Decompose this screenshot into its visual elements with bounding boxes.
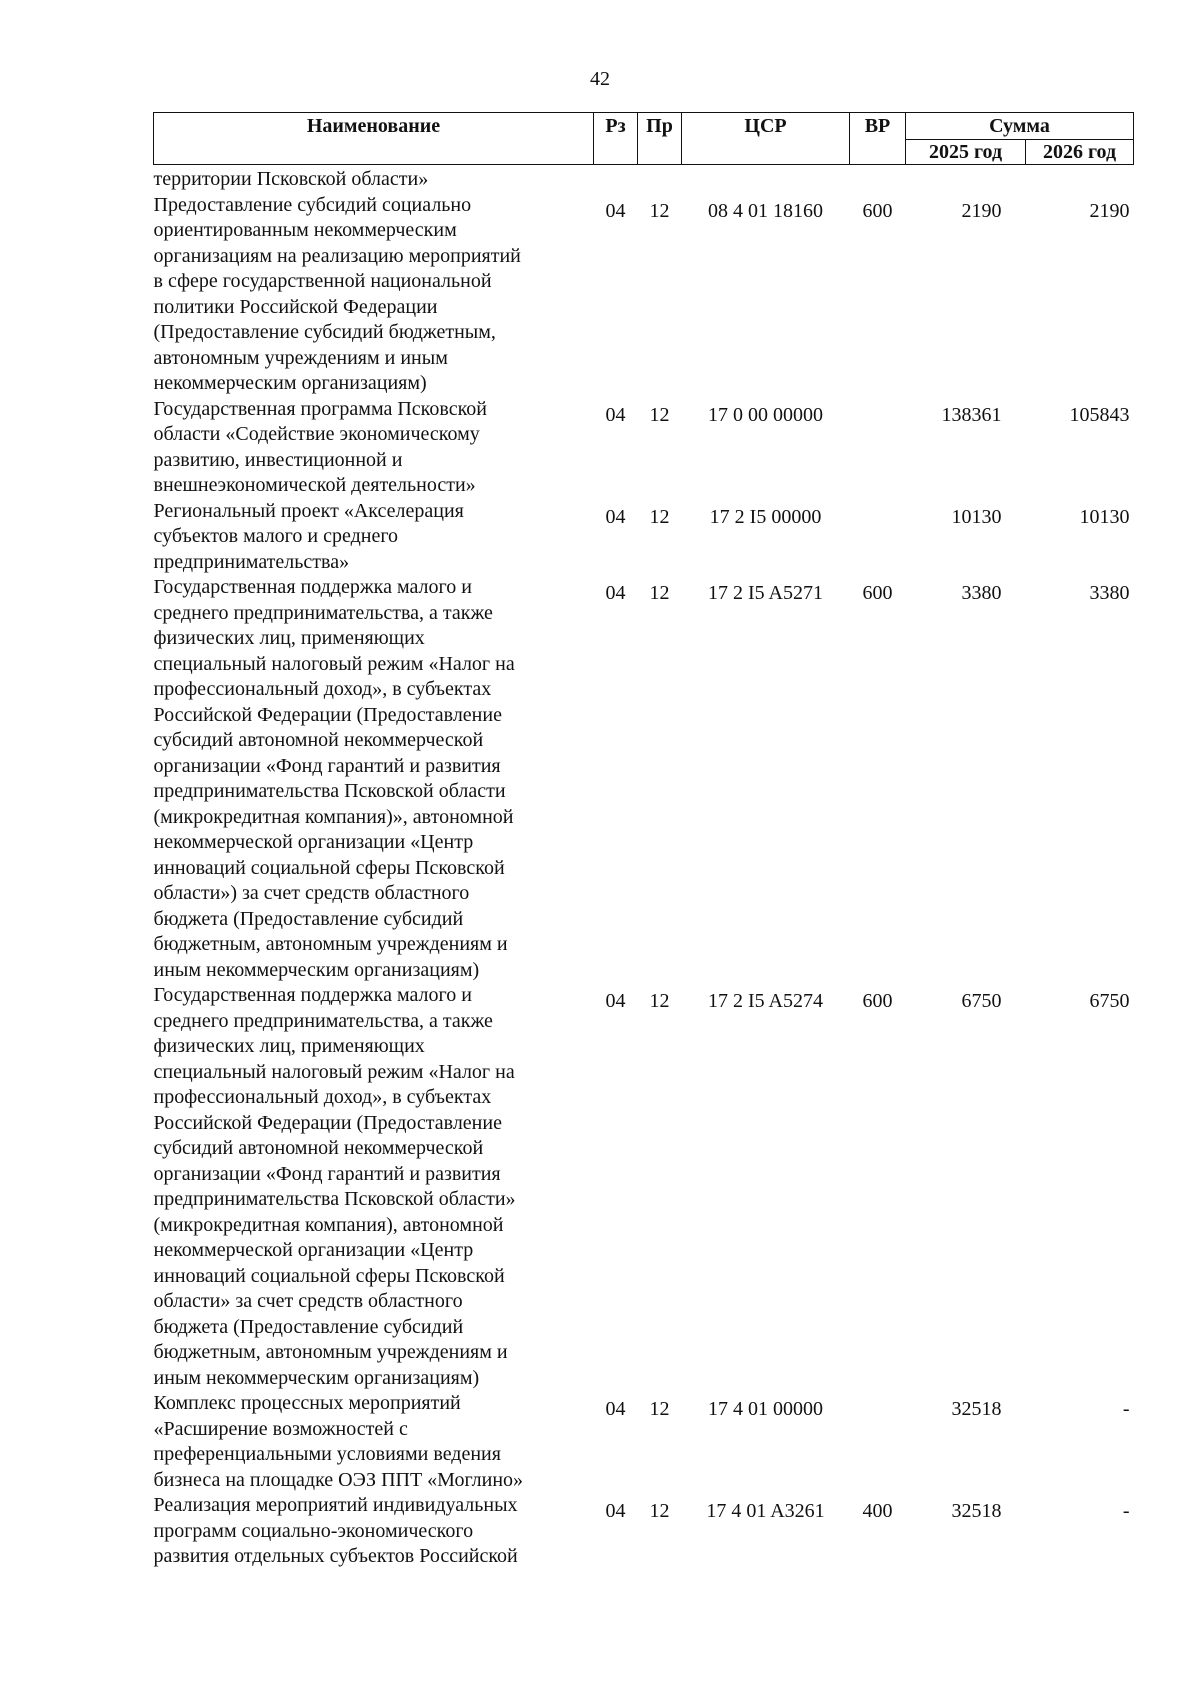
row-csr-cell: 17 2 I5 00000: [709, 505, 822, 528]
row-rz-cell: 04: [605, 505, 626, 528]
row-sum-2026-cell: [1026, 165, 1134, 193]
row-csr-cell: 17 2 I5 A5271: [708, 582, 823, 604]
row-rz-cell: 04: [605, 199, 626, 222]
row-csr-cell: 17 0 00 00000: [708, 403, 823, 426]
header-pr: Пр: [638, 113, 682, 165]
table-row: [154, 983, 1134, 1391]
row-name-cell: Предоставление субсидий социально ориентированным некоммерческим организациям на реализацию мероприятий в сфере государственной национальной политики Российской Федерации (Предоставление субсидий бюджетным, автономным учреждениям и иным некоммерческим организациям): [153, 193, 521, 394]
table-header: [154, 113, 1134, 165]
table-row: [154, 1493, 1134, 1570]
row-sum-2026-cell: 105843: [1069, 403, 1130, 426]
budget-table: [153, 112, 1134, 1570]
row-rz-cell: 04: [605, 990, 626, 1012]
table-row: [154, 193, 1134, 397]
page-number: 42: [590, 68, 610, 90]
header-year-2025: 2025 год: [906, 140, 1026, 165]
row-vr-cell: [850, 499, 906, 576]
table-row: [154, 1391, 1134, 1493]
row-sum-2026-cell: 10130: [1079, 505, 1130, 528]
row-pr-cell: 12: [649, 1500, 670, 1522]
row-sum-2025-cell: 138361: [941, 403, 1002, 426]
row-sum-2025-cell: 32518: [951, 1500, 1002, 1522]
row-pr-cell: [638, 165, 682, 193]
row-pr-cell: 12: [649, 1398, 670, 1420]
row-rz-cell: 04: [605, 403, 626, 426]
row-vr-cell: 600: [862, 582, 893, 604]
row-name-cell: Региональный проект «Акселерация субъектов малого и среднего предпринимательства»: [153, 499, 464, 573]
row-pr-cell: 12: [649, 199, 670, 222]
row-name-cell: Комплекс процессных мероприятий «Расширение возможностей с преференциальными условиями ведения бизнеса на площадке ОЭЗ ППТ «Моглино»: [153, 1392, 524, 1491]
table-row: [154, 575, 1134, 983]
row-csr-cell: 08 4 01 18160: [708, 199, 823, 222]
header-year-2026: 2026 год: [1026, 140, 1134, 165]
row-rz-cell: [594, 165, 638, 193]
row-sum-2025-cell: 6750: [961, 990, 1002, 1012]
row-rz-cell: 04: [605, 582, 626, 604]
table-row: [154, 397, 1134, 499]
row-vr-cell: 600: [862, 990, 893, 1012]
row-sum-2026-cell: -: [1122, 1500, 1130, 1522]
table-row: [154, 165, 1134, 193]
row-sum-2025-cell: 2190: [961, 199, 1002, 222]
row-vr-cell: [850, 1391, 906, 1493]
row-sum-2025-cell: 32518: [951, 1398, 1002, 1420]
row-name-cell: Государственная программа Псковской области «Содействие экономическому развитию, инвестиционной и внешнеэкономической деятельности»: [153, 397, 487, 496]
row-vr-cell: 600: [862, 199, 893, 222]
row-pr-cell: 12: [649, 403, 670, 426]
row-sum-2026-cell: 6750: [1089, 990, 1130, 1012]
row-name-cell: Государственная поддержка малого и среднего предпринимательства, а также физических лиц, применяющих специальный налоговый режим «Налог на профессиональный доход», в субъектах Российской Федерации (Предоставление субсидий автономной некоммерческой организации «Фонд гарантий и развития предпринимательства Псковской области» (микрокредитная компания), автономной некоммерческой организации «Центр инноваций социальной сферы Псковской области» за счет средств областного бюджета (Предоставление субсидий бюджетным, автономным учреждениям и иным некоммерческим организациям): [153, 984, 516, 1389]
row-csr-cell: 17 4 01 A3261: [706, 1500, 825, 1522]
row-rz-cell: 04: [605, 1500, 626, 1522]
header-vr: ВР: [850, 113, 906, 165]
row-vr-cell: 400: [862, 1500, 893, 1522]
row-name-cell: Государственная поддержка малого и среднего предпринимательства, а также физических лиц, применяющих специальный налоговый режим «Налог на профессиональный доход», в субъектах Российской Федерации (Предоставление субсидий автономной некоммерческой организации «Фонд гарантий и развития предпринимательства Псковской области (микрокредитная компания)», автономной некоммерческой организации «Центр инноваций социальной сферы Псковской области») за счет средств областного бюджета (Предоставление субсидий бюджетным, автономным учреждениям и иным некоммерческим организациям): [153, 576, 515, 981]
row-sum-2026-cell: 3380: [1089, 582, 1130, 604]
table-body: [154, 165, 1134, 1570]
row-sum-2026-cell: -: [1122, 1398, 1130, 1420]
table-row: [154, 499, 1134, 576]
header-csr: ЦСР: [682, 113, 850, 165]
row-csr-cell: 17 4 01 00000: [708, 1398, 823, 1420]
header-rz: Рз: [594, 113, 638, 165]
header-name: Наименование: [154, 113, 594, 165]
row-sum-2025-cell: 10130: [951, 505, 1002, 528]
row-csr-cell: 17 2 I5 A5274: [708, 990, 823, 1012]
row-pr-cell: 12: [649, 505, 670, 528]
row-name-cell: территории Псковской области»: [153, 168, 429, 190]
row-pr-cell: 12: [649, 582, 670, 604]
row-csr-cell: [682, 165, 850, 193]
row-sum-2025-cell: 3380: [961, 582, 1002, 604]
row-name-cell: Реализация мероприятий индивидуальных программ социально-экономического развития отдельных субъектов Российской: [153, 1494, 518, 1567]
row-vr-cell: [850, 165, 906, 193]
row-vr-cell: [850, 397, 906, 499]
row-rz-cell: 04: [605, 1398, 626, 1420]
row-sum-2025-cell: [906, 165, 1026, 193]
row-pr-cell: 12: [649, 990, 670, 1012]
row-sum-2026-cell: 2190: [1089, 199, 1130, 222]
budget-table-container: [153, 112, 1133, 1570]
header-sum: Сумма: [906, 113, 1134, 140]
